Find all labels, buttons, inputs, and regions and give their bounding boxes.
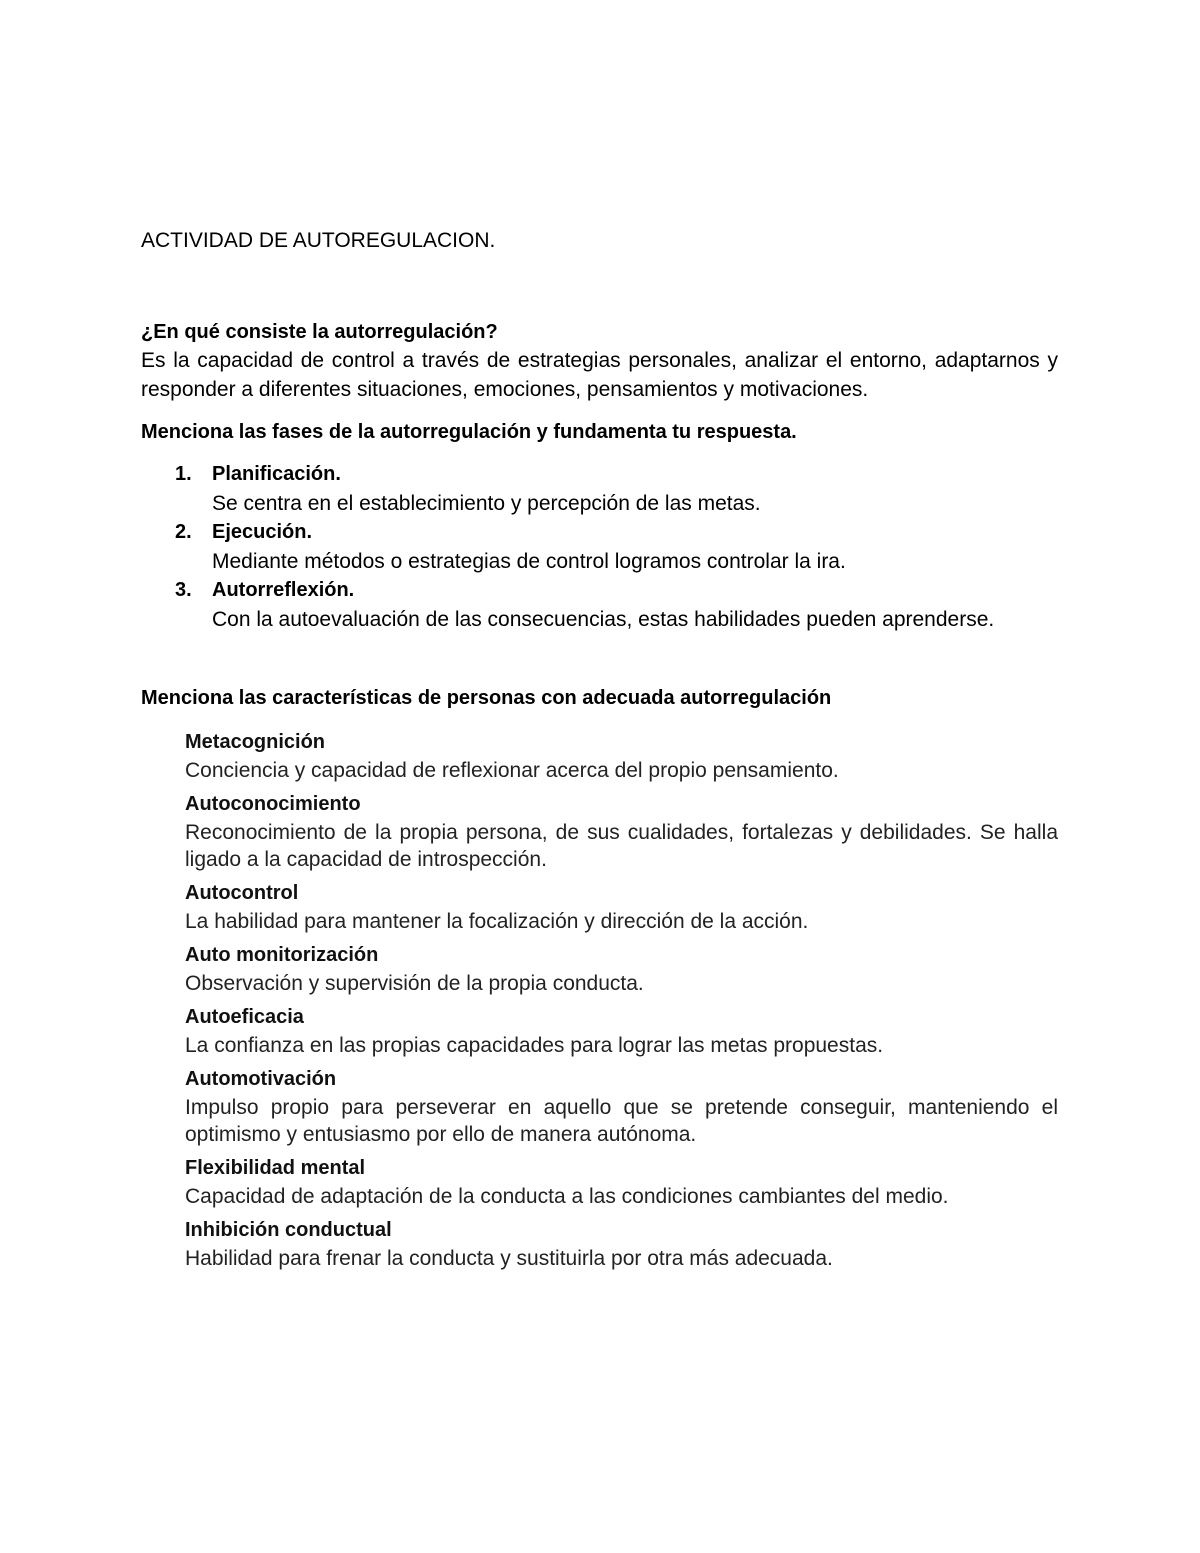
phase-title: Ejecución.	[212, 521, 313, 543]
phase-number: 2.	[175, 521, 192, 543]
document-title: ACTIVIDAD DE AUTOREGULACION.	[141, 229, 496, 252]
characteristic-item	[185, 941, 1058, 997]
characteristic-name: Automotivación	[185, 1068, 337, 1090]
characteristic-description: Capacidad de adaptación de la conducta a las condiciones cambiantes del medio.	[185, 1185, 949, 1208]
phase-description: Mediante métodos o estrategias de control logramos controlar la ira.	[212, 550, 846, 573]
characteristic-description: Impulso propio para perseverar en aquello que se pretende conseguir, manteniendo el optimismo y entusiasmo por ello de manera autónoma.	[185, 1096, 1058, 1146]
characteristic-name: Autoconocimiento	[185, 793, 361, 815]
phase-title: Planificación.	[212, 463, 341, 485]
characteristic-item	[185, 879, 1058, 935]
characteristic-name: Autocontrol	[185, 882, 299, 904]
phase-number: 1.	[175, 463, 192, 485]
characteristic-description: Habilidad para frenar la conducta y sustituirla por otra más adecuada.	[185, 1247, 833, 1270]
characteristic-item	[185, 1154, 1058, 1210]
document-content	[141, 226, 1058, 1278]
characteristic-description: Reconocimiento de la propia persona, de sus cualidades, fortalezas y debilidades. Se halla ligado a la capacidad de introspección.	[185, 821, 1058, 871]
question-1-answer: Es la capacidad de control a través de estrategias personales, analizar el entorno, adaptarnos y responder a diferentes situaciones, emociones, pensamientos y motivaciones.	[141, 349, 1058, 401]
characteristic-name: Auto monitorización	[185, 944, 379, 966]
characteristic-description: Observación y supervisión de la propia conducta.	[185, 972, 644, 995]
characteristic-item	[185, 1065, 1058, 1148]
question-3-heading: Menciona las características de personas con adecuada autorregulación	[141, 687, 832, 709]
phase-description: Con la autoevaluación de las consecuencias, estas habilidades pueden aprenderse.	[212, 608, 995, 631]
characteristic-item	[185, 790, 1058, 873]
phase-item	[141, 460, 1058, 518]
characteristic-name: Metacognición	[185, 731, 326, 753]
characteristic-name: Autoeficacia	[185, 1006, 304, 1028]
characteristics-list	[141, 728, 1058, 1272]
question-1-heading: ¿En qué consiste la autorregulación?	[141, 321, 498, 343]
phase-title: Autorreflexión.	[212, 579, 355, 601]
characteristic-name: Inhibición conductual	[185, 1219, 392, 1241]
phase-item	[141, 518, 1058, 576]
phase-item	[141, 576, 1058, 634]
characteristic-description: Conciencia y capacidad de reflexionar acerca del propio pensamiento.	[185, 759, 839, 782]
characteristic-description: La habilidad para mantener la focalización y dirección de la acción.	[185, 910, 809, 933]
phase-number: 3.	[175, 579, 192, 601]
characteristic-item	[185, 1003, 1058, 1059]
characteristic-name: Flexibilidad mental	[185, 1157, 366, 1179]
phase-description: Se centra en el establecimiento y percepción de las metas.	[212, 492, 761, 515]
characteristic-description: La confianza en las propias capacidades para lograr las metas propuestas.	[185, 1034, 884, 1057]
phases-list	[141, 460, 1058, 634]
characteristic-item	[185, 1216, 1058, 1272]
question-2-heading: Menciona las fases de la autorregulación y fundamenta tu respuesta.	[141, 421, 797, 443]
characteristic-item	[185, 728, 1058, 784]
